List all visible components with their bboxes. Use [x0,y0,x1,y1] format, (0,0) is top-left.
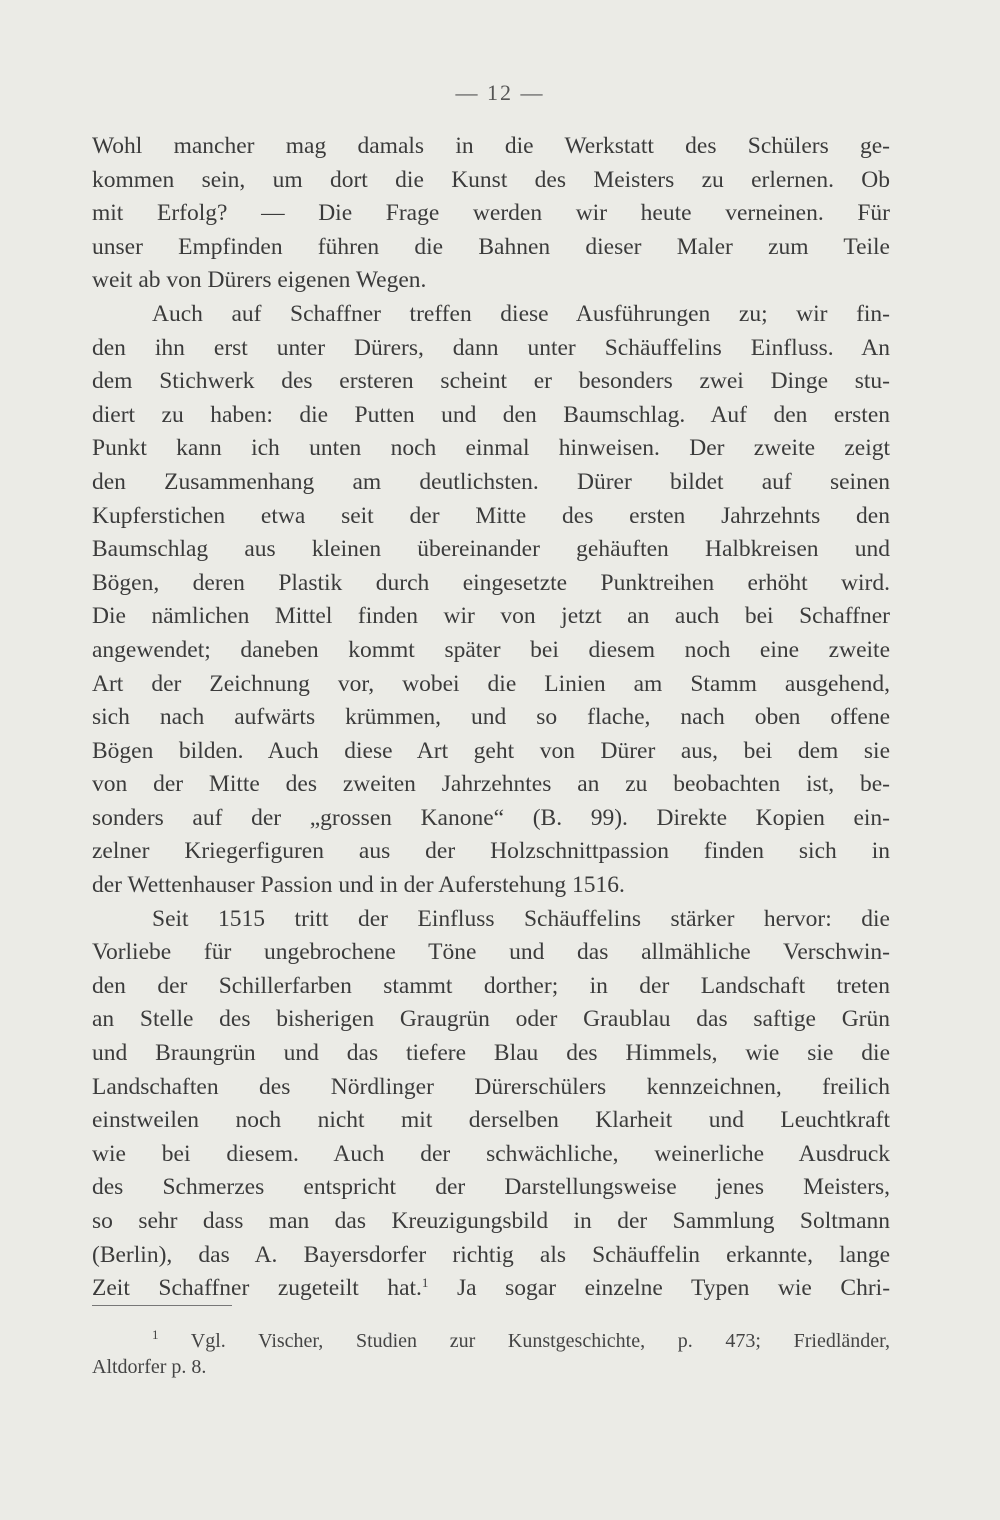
text-line: den ihn erst unter Dürers, dann unter Schäuffelins Einfluss. An [92,334,890,361]
footnote-marker: 1 [152,1327,159,1342]
text-line: Bögen bilden. Auch diese Art geht von Dürer aus, bei dem sie [92,737,890,764]
text-line: sich nach aufwärts krümmen, und so flache, nach oben offene [92,704,890,731]
text-line: sonders auf der „grossen Kanone“ (B. 99). Direkte Kopien ein- [92,804,890,831]
text-line: Die nämlichen Mittel finden wir von jetzt an auch bei Schaffner [92,603,890,630]
footnote-text: Vgl. Vischer, Studien zur Kunstgeschichte, p. 473; Friedländer, [190,1330,890,1352]
text-line: den der Schillerfarben stammt dorther; in der Landschaft treten [92,972,890,999]
text-line-with-note [92,1272,890,1306]
page-number: — 12 — [455,80,545,105]
text-line: diert zu haben: die Putten und den Baumschlag. Auf den ersten [92,401,890,428]
text-line: Bögen, deren Plastik durch eingesetzte Punktreihen erhöht wird. [92,569,890,596]
main-text [92,130,890,1306]
text-line: und Braungrün und das tiefere Blau des Himmels, wie sie die [92,1040,890,1067]
text-line: Seit 1515 tritt der Einfluss Schäuffelins stärker hervor: die [152,905,890,932]
text-line: des Schmerzes entspricht der Darstellungsweise jenes Meisters, [92,1174,890,1201]
footnote [92,1328,890,1380]
text-line: an Stelle des bisherigen Graugrün oder Graublau das saftige Grün [92,1006,890,1033]
text-line: von der Mitte des zweiten Jahrzehntes an zu beobachten ist, be- [92,771,890,798]
text-line: kommen sein, um dort die Kunst des Meisters zu erlernen. Ob [92,166,890,193]
text-line: mit Erfolg? — Die Frage werden wir heute verneinen. Für [92,200,890,227]
text-line: weit ab von Dürers eigenen Wegen. [92,267,427,294]
footnote-line [92,1328,890,1354]
text-line: einstweilen noch nicht mit derselben Klarheit und Leuchtkraft [92,1107,890,1134]
text-line: Auch auf Schaffner treffen diese Ausführungen zu; wir fin- [152,300,890,327]
text-line: Art der Zeichnung vor, wobei die Linien am Stamm ausgehend, [92,670,890,697]
footnote-divider [92,1305,232,1306]
text-line: (Berlin), das A. Bayersdorfer richtig als Schäuffelin erkannte, lange [92,1241,890,1268]
text-line: so sehr dass man das Kreuzigungsbild in der Sammlung Soltmann [92,1208,890,1234]
text-line: den Zusammenhang am deutlichsten. Dürer bildet auf seinen [92,468,890,495]
text-line: Landschaften des Nördlinger Dürerschülers kennzeichnen, freilich [92,1073,890,1100]
text-line: Wohl mancher mag damals in die Werkstatt des Schülers ge- [92,133,890,159]
text-line: zelner Kriegerfiguren aus der Holzschnittpassion finden sich in [92,838,890,865]
text-line: Kupferstichen etwa seit der Mitte des ersten Jahrzehnts den [92,502,890,529]
text-line: dem Stichwerk des ersteren scheint er besonders zwei Dinge stu- [92,368,890,395]
text-segment: Ja sogar einzelne Typen wie Chri- [456,1275,891,1302]
text-line: der Wettenhauser Passion und in der Auferstehung 1516. [92,872,625,899]
text-segment: Zeit Schaffner zugeteilt hat. [92,1275,422,1302]
text-line: unser Empfinden führen die Bahnen dieser Maler zum Teile [92,233,890,260]
footnote-line: Altdorfer p. 8. [92,1356,207,1378]
text-line: angewendet; daneben kommt später bei diesem noch eine zweite [92,636,890,663]
footnote-reference: 1 [421,1275,429,1291]
text-line: Vorliebe für ungebrochene Töne und das allmähliche Verschwin- [92,939,890,966]
text-line: Punkt kann ich unten noch einmal hinweisen. Der zweite zeigt [92,435,890,462]
text-line: wie bei diesem. Auch der schwächliche, weinerliche Ausdruck [92,1140,890,1167]
text-line: Baumschlag aus kleinen übereinander gehäuften Halbkreisen und [92,536,890,563]
